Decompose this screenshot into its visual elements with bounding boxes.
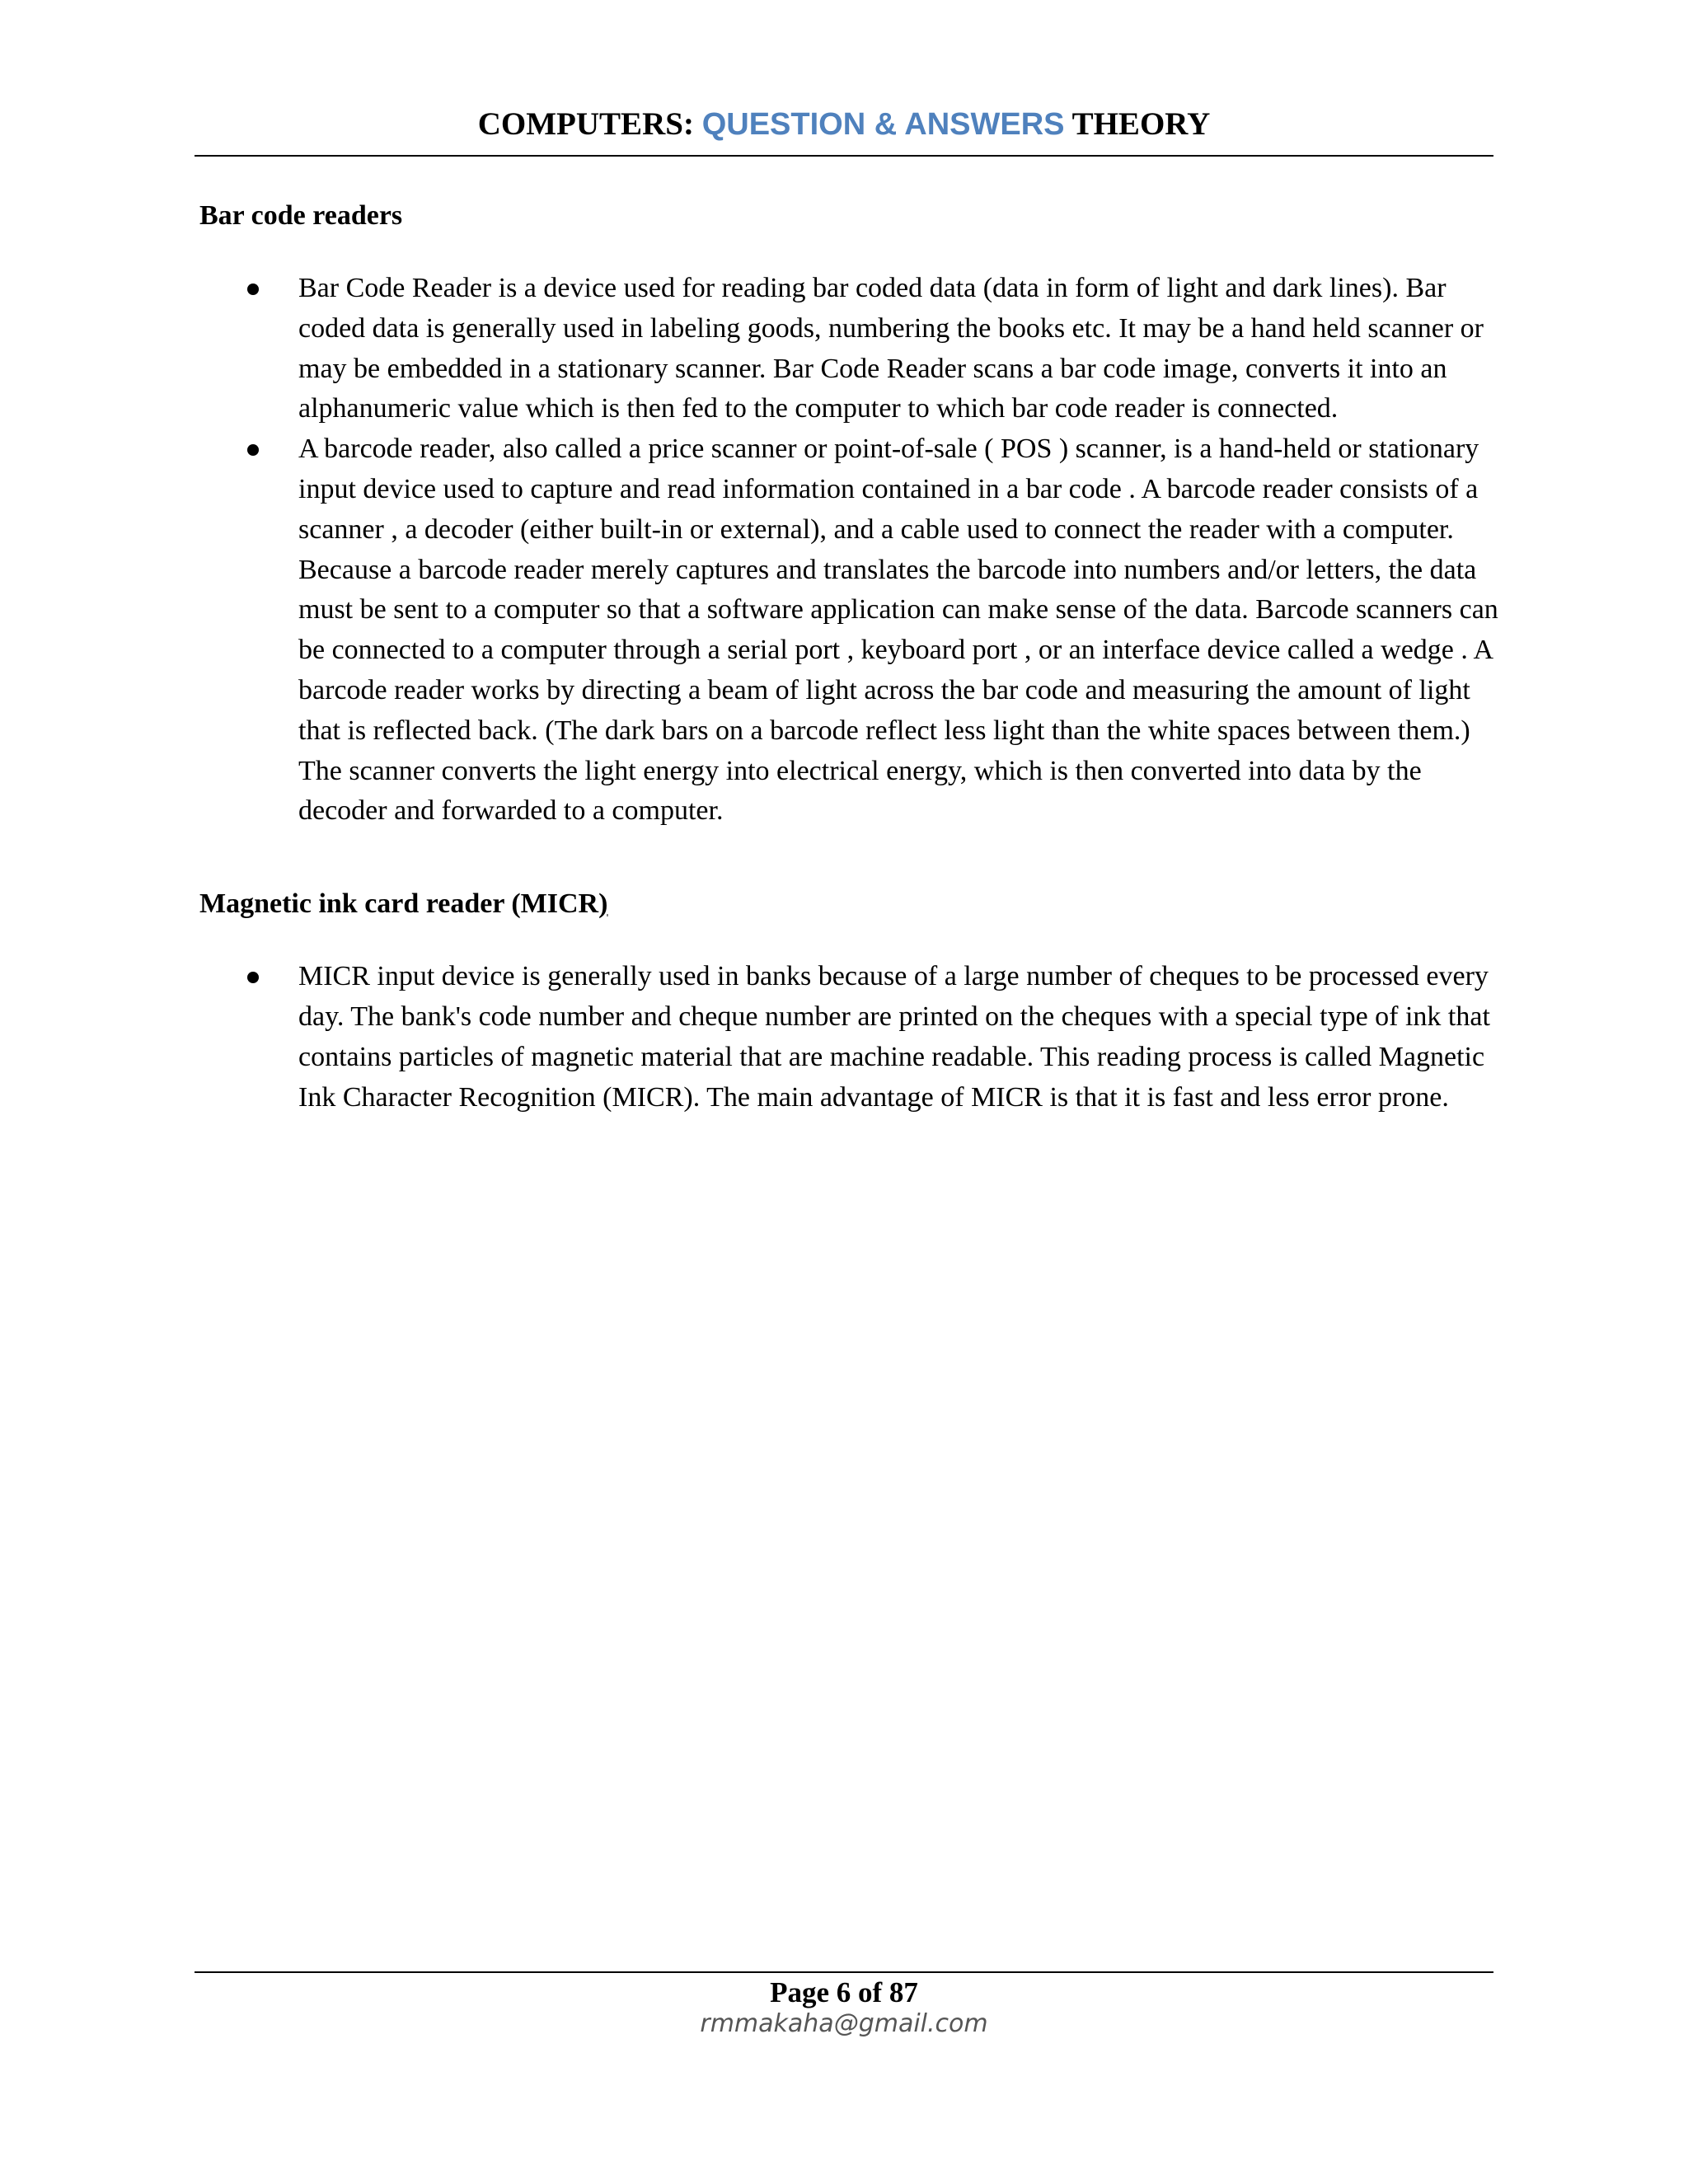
header-highlight: QUESTION & ANSWERS <box>701 107 1065 142</box>
micr-heading-tail: ) <box>598 888 608 920</box>
barcode-bullet-list <box>199 269 1502 832</box>
bullet-icon <box>247 284 259 295</box>
bullet-icon <box>247 972 259 983</box>
document-body <box>199 196 1502 1118</box>
micr-bullet-list <box>199 957 1502 1118</box>
footer-email: rmmakaha@gmail.com <box>700 2009 988 2038</box>
list-item <box>199 429 1502 832</box>
micr-heading-text: Magnetic ink card reader (MICR <box>199 888 599 920</box>
header-colon: : <box>682 106 702 142</box>
header-rule <box>195 155 1493 157</box>
page-header-title <box>0 105 1688 144</box>
bullet-text: MICR input device is generally used in banks because of a large number of cheques to be processed every day. The bank's code number and cheque number are printed on the cheques with a special type of ink that contains particles of magnetic material that are machine readable. This reading process is called Magnetic Ink Character Recognition (MICR). The main advantage of MICR is that it is fast and less error prone. <box>298 961 1490 1113</box>
section-heading-micr <box>199 884 1502 924</box>
page-number: Page 6 of 87 <box>770 1976 918 2008</box>
bullet-text: A barcode reader, also called a price scanner or point-of-sale ( POS ) scanner, is a hand-held or stationary input device used to capture and read information contained in a bar code . A barcode reader consists of a scanner , a decoder (either built-in or external), and a cable used to connect the reader with a computer. Because a barcode reader merely captures and translates the barcode into numbers and/or letters, the data must be sent to a computer so that a software application can make sense of the data. Barcode scanners can be connected to a computer through a serial port , keyboard port , or an interface device called a wedge . A barcode reader works by directing a beam of light across the bar code and measuring the amount of light that is reflected back. (The dark bars on a barcode reflect less light than the white spaces between them.) The scanner converts the light energy into electrical energy, which is then converted into data by the decoder and forwarded to a computer. <box>298 434 1498 827</box>
list-item <box>199 269 1502 429</box>
header-part1: COMPUTERS <box>477 106 683 142</box>
list-item <box>199 957 1502 1118</box>
header-part3: THEORY <box>1064 106 1211 142</box>
section-heading-barcode: Bar code readers <box>199 200 403 231</box>
bullet-icon <box>247 444 259 456</box>
bullet-text: Bar Code Reader is a device used for reading bar coded data (data in form of light and dark lines). Bar coded data is generally used in labeling goods, numbering the books etc. It may be a hand held scanner or may be embedded in a stationary scanner. Bar Code Reader scans a bar code image, converts it into an alphanumeric value which is then fed to the computer to which bar code reader is connected. <box>298 273 1484 424</box>
